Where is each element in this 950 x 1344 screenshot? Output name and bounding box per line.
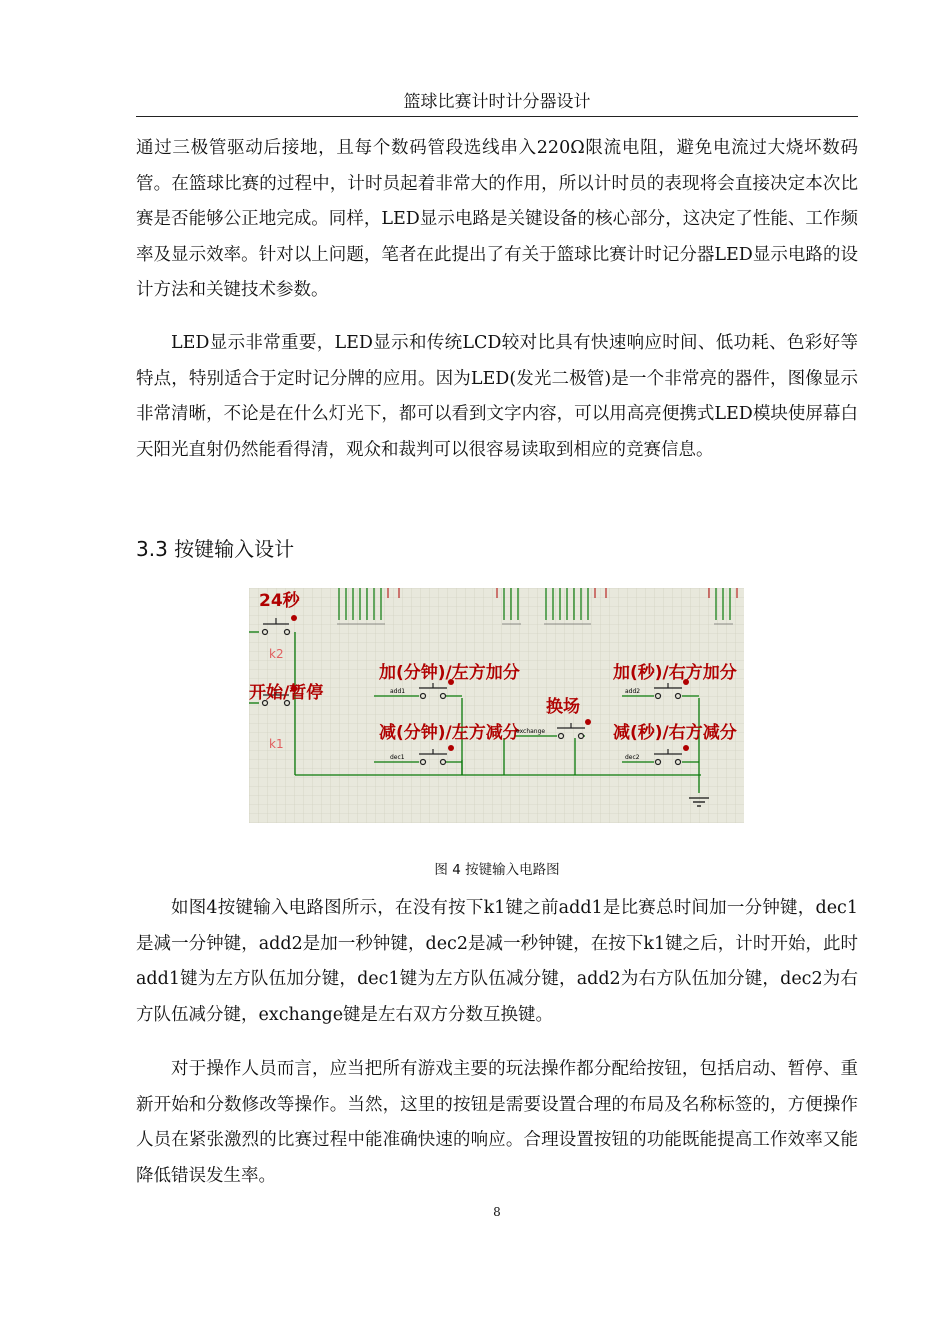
net-label-add2: add2 [625,688,641,695]
net-label-dec2: dec2 [625,754,640,761]
key-input-circuit-figure [249,588,744,823]
net-label-dec1: dec1 [390,754,405,761]
circuit-schematic [249,588,744,823]
label-exchange-title: 换场 [546,697,580,717]
running-header: 篮球比赛计时计分器设计 [136,90,858,117]
figure-caption: 图 4 按键输入电路图 [434,862,560,878]
label-k2-ref: k2 [269,647,284,661]
label-k2-title: 24秒 [259,591,300,611]
page-number: 8 [493,1205,501,1219]
label-add1-title: 加(分钟)/左方加分 [379,663,520,683]
body-paragraph-4: 对于操作人员而言，应当把所有游戏主要的玩法操作都分配给按钮，包括启动、暂停、重新开始和分数修改等操作。当然，这里的按钮是需要设置合理的布局及名称标签的，方便操作人员在紧张激烈的比赛过程中能准确快速的响应。合理设置按钮的功能既能提高工作效率又能降低错误发生率。 [136,1059,858,1186]
label-add2-title: 加(秒)/右方加分 [613,663,737,683]
section-heading: 3.3 按键输入设计 [136,537,295,561]
net-label-exchange: exchange [516,728,546,735]
net-label-add1: add1 [390,688,406,695]
label-dec1-title: 减(分钟)/左方减分 [379,723,520,743]
body-paragraph-2: LED显示非常重要，LED显示和传统LCD较对比具有快速响应时间、低功耗、色彩好等特点，特别适合于定时记分牌的应用。因为LED(发光二极管)是一个非常亮的器件，图像显示非常清晰，不论是在什么灯光下，都可以看到文字内容，可以用高亮便携式LED模块使屏幕白天阳光直射仍然能看得清，观众和裁判可以很容易读取到相应的竞赛信息。 [136,333,858,460]
label-k1-ref: k1 [269,737,284,751]
label-dec2-title: 减(秒)/右方减分 [613,723,737,743]
body-paragraph-3: 如图4按键输入电路图所示，在没有按下k1键之前add1是比赛总时间加一分钟键，dec1是减一分钟键，add2是加一秒钟键，dec2是减一秒钟键，在按下k1键之后，计时开始，此时add1键为左方队伍加分键，dec1键为左方队伍减分键，add2为右方队伍加分键，dec2为右方队伍减分键，exchange键是左右双方分数互换键。 [136,898,858,1025]
label-k1-title: 开始/暂停 [249,683,324,703]
body-paragraph-1: 通过三极管驱动后接地，且每个数码管段选线串入220Ω限流电阻，避免电流过大烧坏数码管。在篮球比赛的过程中，计时员起着非常大的作用，所以计时员的表现将会直接决定本次比赛是否能够公正地完成。同样，LED显示电路是关键设备的核心部分，这决定了性能、工作频率及显示效率。针对以上问题，笔者在此提出了有关于篮球比赛计时记分器LED显示电路的设计方法和关键技术参数。 [136,138,858,300]
